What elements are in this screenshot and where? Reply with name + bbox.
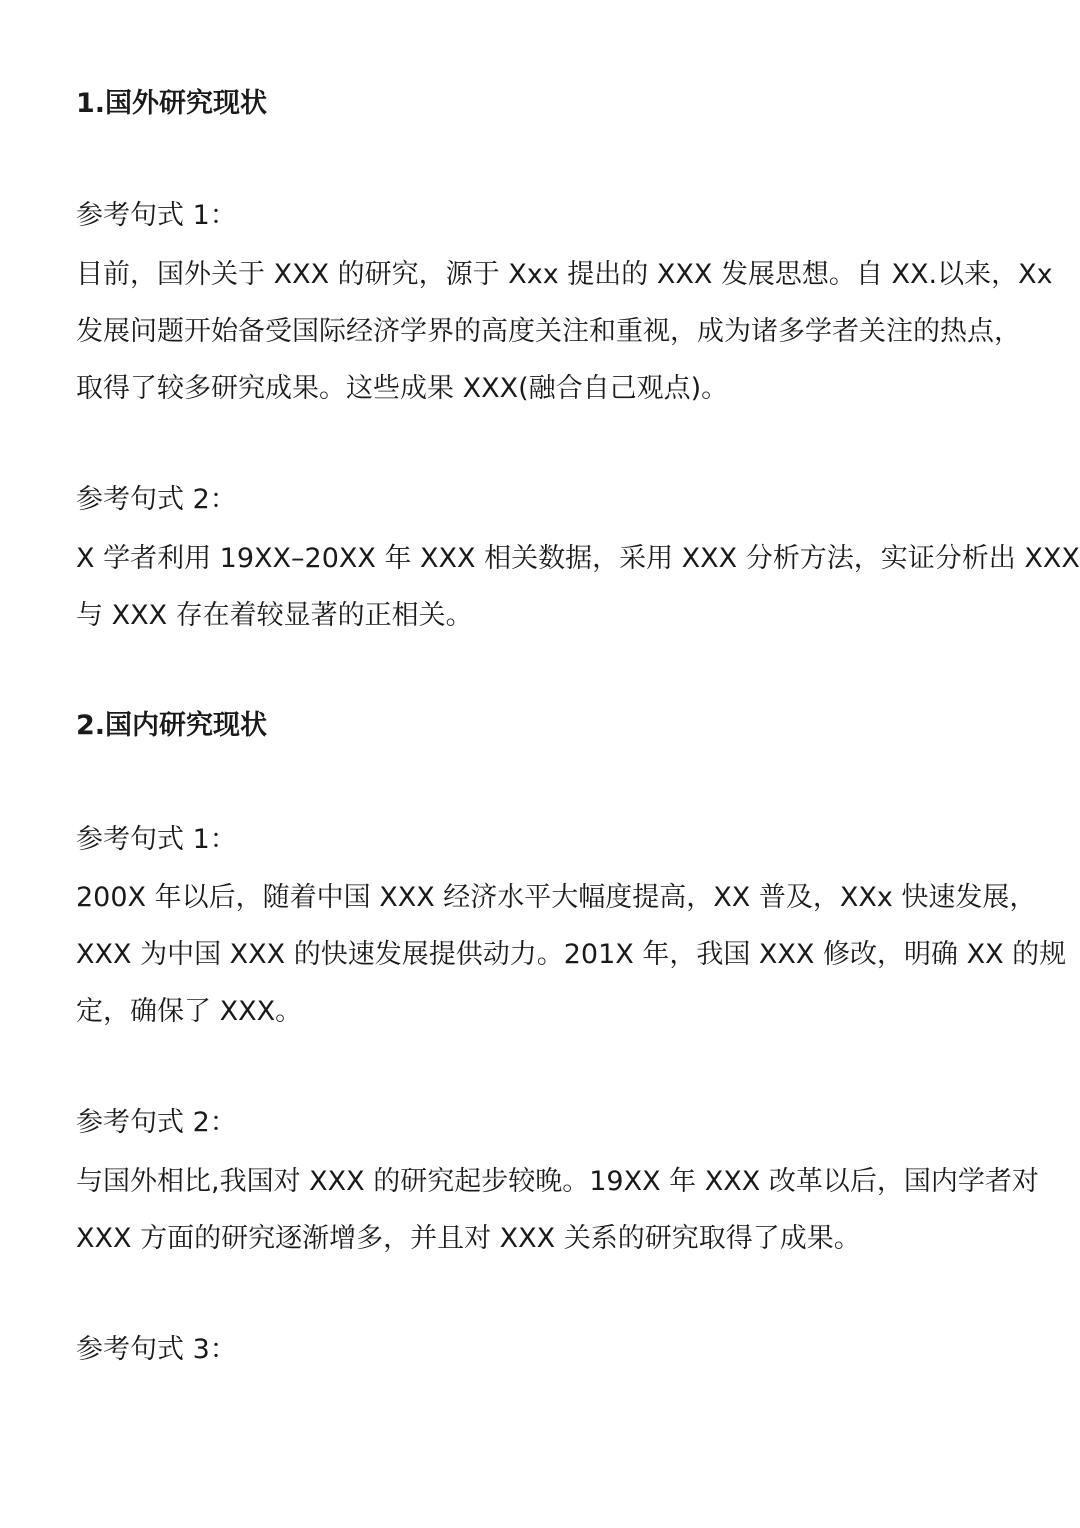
reference-paragraph-2: [76, 1153, 1039, 1267]
paragraph-line: 与 XXX 存在着较显著的正相关。: [76, 600, 473, 631]
paragraph-line: XXX 为中国 XXX 的快速发展提供动力。201X 年，我国 XXX 修改，明确 XX 的规: [76, 939, 1067, 970]
paragraph-line: 200X 年以后，随着中国 XXX 经济水平大幅度提高，XX 普及，XXx 快速发展，: [76, 882, 1037, 913]
section-heading-foreign: 1.国外研究现状: [76, 88, 268, 119]
paragraph-line: X 学者利用 19XX–20XX 年 XXX 相关数据，采用 XXX 分析方法，实证分析出 XXX: [76, 543, 1080, 574]
reference-label-3: 参考句式 3：: [76, 1334, 237, 1365]
paragraph-line: 发展问题开始备受国际经济学界的高度关注和重视，成为诸多学者关注的热点，: [76, 316, 1021, 347]
reference-paragraph-2: [76, 530, 1080, 644]
paragraph-line: 取得了较多研究成果。这些成果 XXX(融合自己观点)。: [76, 373, 729, 404]
paragraph-line: 与国外相比,我国对 XXX 的研究起步较晚。19XX 年 XXX 改革以后，国内学者对: [76, 1166, 1039, 1197]
reference-label-2: 参考句式 2：: [76, 1107, 237, 1138]
paragraph-line: XXX 方面的研究逐渐增多，并且对 XXX 关系的研究取得了成果。: [76, 1223, 861, 1254]
reference-paragraph-1: [76, 246, 1053, 417]
reference-label-2: 参考句式 2：: [76, 484, 237, 515]
paragraph-line: 目前，国外关于 XXX 的研究，源于 Xxx 提出的 XXX 发展思想。自 XX.以来，Xx: [76, 259, 1053, 290]
reference-paragraph-1: [76, 869, 1067, 1040]
paragraph-line: 定，确保了 XXX。: [76, 996, 303, 1027]
reference-label-1: 参考句式 1：: [76, 824, 237, 855]
section-heading-domestic: 2.国内研究现状: [76, 710, 268, 741]
reference-label-1: 参考句式 1：: [76, 200, 237, 231]
